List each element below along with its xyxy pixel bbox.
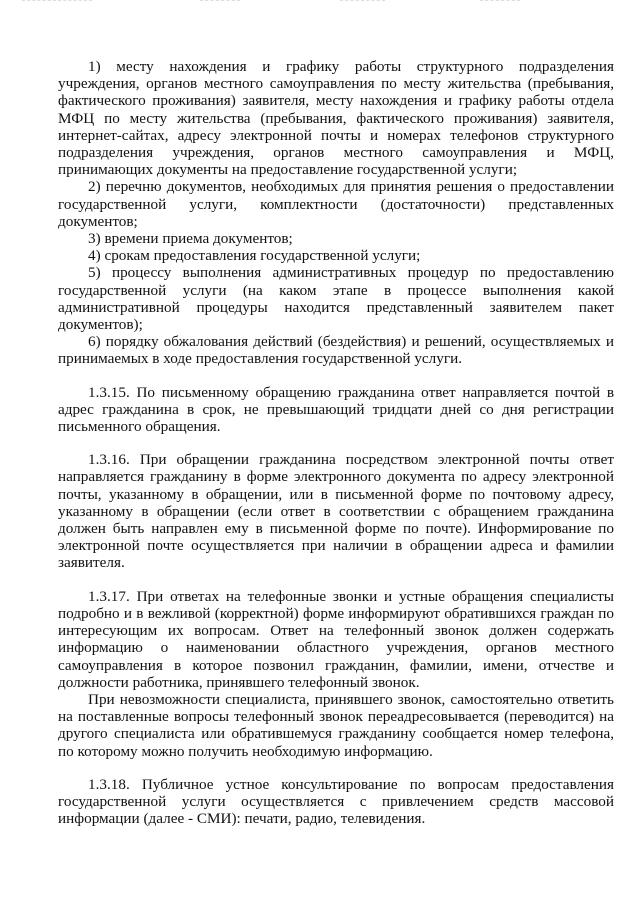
scan-artifact — [480, 0, 520, 4]
document-body — [58, 58, 614, 827]
scan-artifact — [22, 0, 92, 4]
paragraph-1-3-17-continued: При невозможности специалиста, принявшего звонок, самостоятельно ответить на поставленные вопросы телефонный звонок переадресовывается (переводится) на другого специалиста или обратившемуся гражданину сообщается номер телефона, по которому можно получить необходимую информацию. — [58, 690, 614, 760]
list-item-3: 3) времени приема документов; — [88, 230, 293, 248]
paragraph-1-3-17: 1.3.17. При ответах на телефонные звонки и устные обращения специалисты подробно и в вежливой (корректной) форме информируют обратившихся граждан по интересующим их вопросам. Ответ на телефонный звонок должен содержать информацию о наименовании областного учреждения, органов местного самоуправления в которое позвонил гражданин, фамилии, имени, отчестве и должности работника, принявшего телефонный звонок. — [58, 587, 614, 691]
list-item-1: 1) месту нахождения и графику работы структурного подразделения учреждения, органов местного самоуправления по месту жительства (пребывания, фактического проживания) заявителя, месту нахождения и графику работы отдела МФЦ по месту жительства (пребывания, фактического проживания) заявителя, интернет-сайтах, адресу электронной почты и номерах телефонов структурного подразделения учреждения, органов местного самоуправления и МФЦ, принимающих документы на предоставление государственной услуги; — [58, 58, 614, 179]
list-item-6: 6) порядку обжалования действий (бездействия) и решений, осуществляемых и принимаемых в ходе предоставления государственной услуги. — [58, 333, 614, 368]
paragraph-1-3-18: 1.3.18. Публичное устное консультирование по вопросам предоставления государственной услуги осуществляется с привлечением средств массовой информации (далее - СМИ): печати, радио, телевидения. — [58, 775, 614, 828]
list-item-5: 5) процессу выполнения административных процедур по предоставлению государственной услуги (на каком этапе в процессе выполнения какой административной процедуры находится представленный заявителем пакет документов); — [58, 264, 614, 334]
scan-artifact — [200, 0, 240, 4]
scan-artifact — [340, 0, 385, 4]
list-item-2: 2) перечню документов, необходимых для принятия решения о предоставлении государственной услуги, комплектности (достаточности) представленных документов; — [58, 178, 614, 230]
paragraph-1-3-15: 1.3.15. По письменному обращению гражданина ответ направляется почтой в адрес гражданина в срок, не превышающий тридцати дней со дня регистрации письменного обращения. — [58, 383, 614, 436]
paragraph-1-3-16: 1.3.16. При обращении гражданина посредством электронной почты ответ направляется гражданину в форме электронного документа по адресу электронной почты, указанному в обращении, или в письменной форме по почтовому адресу, указанному в обращении (если ответ в соответствии с обращением гражданина должен быть направлен ему в письменной форме по почте). Информирование по электронной почте осуществляется при наличии в обращении адреса и фамилии заявителя. — [58, 451, 614, 572]
list-item-4: 4) срокам предоставления государственной услуги; — [88, 247, 421, 265]
